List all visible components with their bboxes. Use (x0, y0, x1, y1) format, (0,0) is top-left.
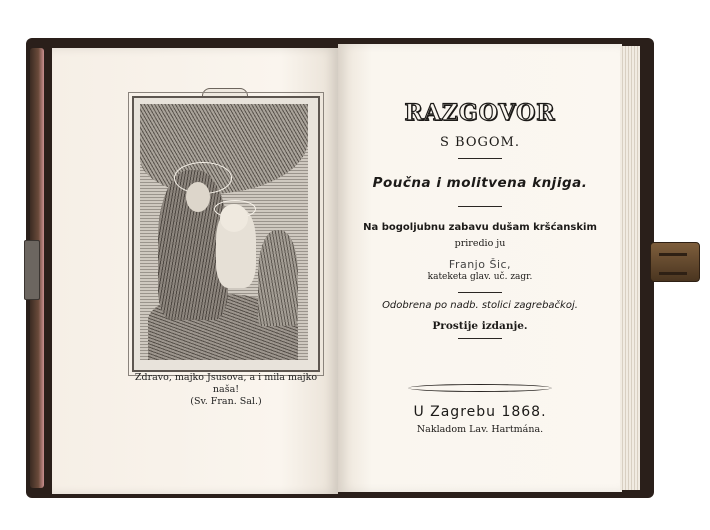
prepared-by-line: priredio ju (454, 238, 506, 249)
dedication-line: Na bogoljubnu zabavu dušam kršćanskim (363, 222, 597, 233)
divider-rule (458, 338, 502, 339)
book-heading: Poučna i molitvena knjiga. (372, 175, 588, 191)
right-clasp (650, 242, 700, 282)
book-title: RAZGOVOR (404, 100, 556, 126)
madonna-and-child-engraving (140, 104, 308, 360)
young-john-figure (258, 230, 298, 326)
edition-line: Prostije izdanje. (432, 320, 528, 332)
divider-rule (458, 292, 502, 293)
caption-line-2: (Sv. Fran. Sal.) (190, 396, 262, 407)
divider-rule (458, 158, 502, 159)
engraving-caption (128, 372, 324, 408)
book-subtitle: S BOGOM. (440, 135, 520, 150)
place-and-year: U Zagrebu 1868. (413, 404, 547, 420)
divider-rule (458, 206, 502, 207)
ornamental-flourish (408, 384, 552, 392)
author-role: kateketa glav. uč. zagr. (427, 272, 533, 282)
approval-line: Odobrena po nadb. stolici zagrebačkoj. (382, 300, 578, 311)
madonna-face (186, 182, 210, 212)
author-name: Franjo Šic, (448, 258, 512, 271)
child-face (220, 204, 248, 232)
publisher-line: Nakladom Lav. Hartmána. (416, 424, 544, 435)
caption-line-1: Zdravo, majko Jsusova, a i mila majko naša! (134, 372, 318, 395)
left-clasp (24, 240, 40, 300)
page-stack-edge (620, 46, 640, 490)
